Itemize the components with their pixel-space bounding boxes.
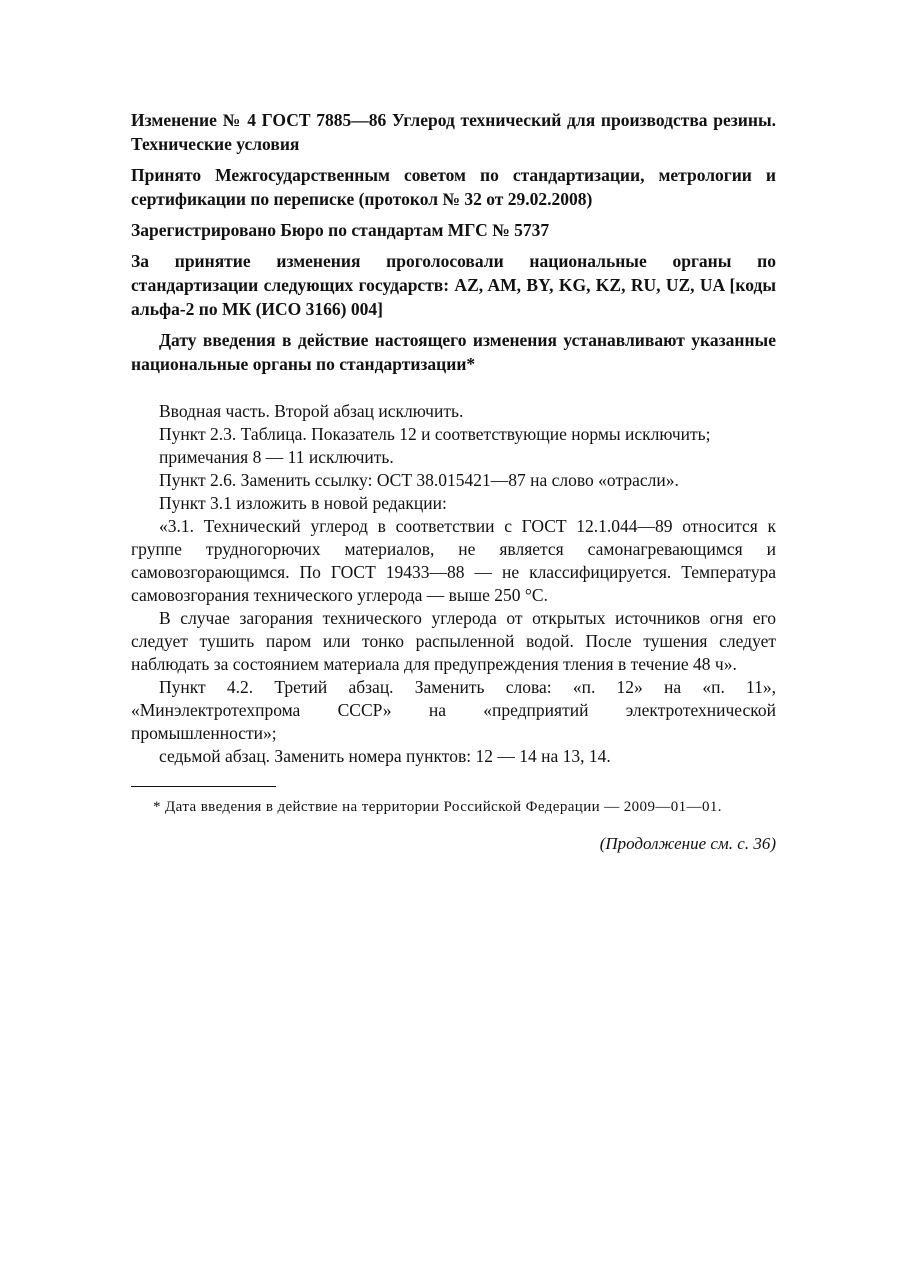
amendment-paragraph: В случае загорания технического углерода от открытых источников огня его следует тушить паром или тонко распыленной водой. После тушения следует наблюдать за состоянием материала для предупреждения тления в течение 48 ч». — [131, 608, 776, 674]
amendment-paragraph: Пункт 2.3. Таблица. Показатель 12 и соответствующие нормы исключить; — [159, 424, 711, 444]
amendment-body — [131, 400, 776, 768]
document-title: Изменение № 4 ГОСТ 7885—86 Углерод технический для производства резины. Технические условия — [131, 110, 776, 154]
amendment-paragraph: «3.1. Технический углерод в соответствии с ГОСТ 12.1.044—89 относится к группе трудногорючих материалов, не является самонагревающимся и самовозгорающимся. По ГОСТ 19433—88 — не классифицируется. Температура самовозгорания технического углерода — выше 250 °С. — [131, 516, 776, 605]
footnote: * Дата введения в действие на территории Российской Федерации — 2009—01—01. — [153, 799, 722, 815]
adoption-statement: Принято Межгосударственным советом по стандартизации, метрологии и сертификации по переписке (протокол № 32 от 29.02.2008) — [131, 165, 776, 209]
amendment-paragraph: Пункт 4.2. Третий абзац. Заменить слова: «п. 12» на «п. 11», «Минэлектротехпрома СССР» на «предприятий электротехнической промышленности»; — [131, 677, 776, 743]
amendment-paragraph: примечания 8 — 11 исключить. — [159, 447, 394, 467]
amendment-paragraph: Вводная часть. Второй абзац исключить. — [159, 401, 464, 421]
registration-statement: Зарегистрировано Бюро по стандартам МГС № 5737 — [131, 220, 550, 240]
amendment-paragraph: седьмой абзац. Заменить номера пунктов: 12 — 14 на 13, 14. — [159, 746, 611, 766]
amendment-paragraph: Пункт 2.6. Заменить ссылку: ОСТ 38.015421—87 на слово «отрасли». — [159, 470, 679, 490]
continuation-note: (Продолжение см. с. 36) — [599, 834, 776, 853]
voting-statement: За принятие изменения проголосовали национальные органы по стандартизации следующих государств: AZ, AM, BY, KG, KZ, RU, UZ, UA [коды альфа-2 по МК (ИСО 3166) 004] — [131, 251, 776, 319]
amendment-paragraph: Пункт 3.1 изложить в новой редакции: — [159, 493, 447, 513]
footnote-divider — [131, 786, 276, 787]
document-page — [131, 108, 776, 854]
effective-date-statement: Дату введения в действие настоящего изменения устанавливают указанные национальные органы по стандартизации* — [131, 330, 776, 374]
